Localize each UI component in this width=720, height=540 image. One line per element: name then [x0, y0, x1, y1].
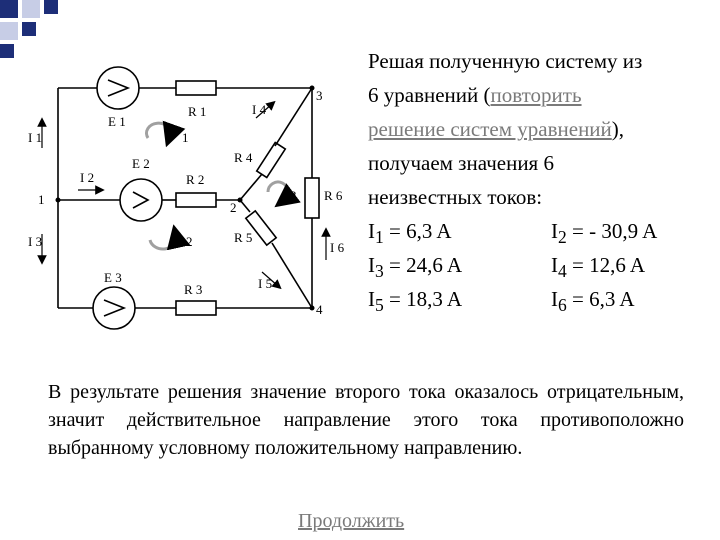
current-label-i3: I 3	[28, 234, 43, 249]
current-label-i6: I 6	[330, 240, 345, 255]
resistor-label-r2: R 2	[186, 172, 205, 187]
resistor-r2	[176, 193, 216, 207]
loop-label-3: 3	[290, 188, 297, 203]
resistor-label-r4: R 4	[234, 150, 253, 165]
text-line: получаем значения 6	[368, 151, 554, 175]
current-results-row	[368, 282, 698, 316]
continue-link[interactable]: Продолжить	[298, 510, 405, 532]
loop-label-2: 2	[186, 234, 193, 249]
current-label-i4: I 4	[252, 102, 267, 117]
resistor-label-r6: R 6	[324, 188, 343, 203]
resistor-r6	[305, 178, 319, 218]
resistor-r4	[257, 142, 286, 177]
text-line: Решая полученную систему из	[368, 49, 643, 73]
loop-label-1: 1	[182, 130, 189, 145]
source-e2	[120, 179, 162, 221]
source-label-e1: E 1	[108, 114, 126, 129]
node-label-2: 2	[230, 200, 237, 215]
node-label-3: 3	[316, 88, 323, 103]
current-label-i2: I 2	[80, 170, 95, 185]
conclusion-paragraph: В результате решения значение второго тока оказалось отрицательным, значит действительное направление этого тока противоположно выбранному условному положительному направлению.	[48, 381, 684, 459]
resistor-label-r1: R 1	[188, 104, 207, 119]
source-e1	[97, 67, 139, 109]
text-line: 6 уравнений (повторить	[368, 83, 582, 107]
current-results-row	[368, 214, 698, 248]
resistor-r1	[176, 81, 216, 95]
resistor-label-r3: R 3	[184, 282, 203, 297]
current-result-i3: $I_3 = 24,6$ A	[368, 253, 463, 282]
text-line: неизвестных токов:	[368, 185, 543, 209]
repeat-link[interactable]: повторить	[490, 83, 582, 107]
equation-solving-link[interactable]: решение систем уравнений	[368, 117, 612, 141]
resistor-r3	[176, 301, 216, 315]
current-results-row	[368, 248, 698, 282]
text-line: решение систем уравнений),	[368, 117, 625, 141]
current-result-i2: $I_2$ = - 30,9 A	[551, 219, 658, 248]
resistor-label-r5: R 5	[234, 230, 253, 245]
current-result-i5: $I_5 = 18,3$ A	[368, 287, 463, 316]
current-result-i6: $I_6 = 6,3$ A	[551, 287, 635, 316]
current-result-i4: $I_4 = 12,6$ A	[551, 253, 646, 282]
source-label-e2: E 2	[132, 156, 150, 171]
current-label-i5: I 5	[258, 276, 273, 291]
source-label-e3: E 3	[104, 270, 122, 285]
circuit-diagram	[18, 60, 348, 350]
current-result-i1: $I_1 = 6,3$ A	[368, 219, 452, 248]
node-label-4: 4	[316, 302, 323, 317]
current-label-i1: I 1	[28, 130, 43, 145]
source-e3	[93, 287, 135, 329]
solution-text	[368, 44, 698, 316]
node-label-1: 1	[38, 192, 45, 207]
